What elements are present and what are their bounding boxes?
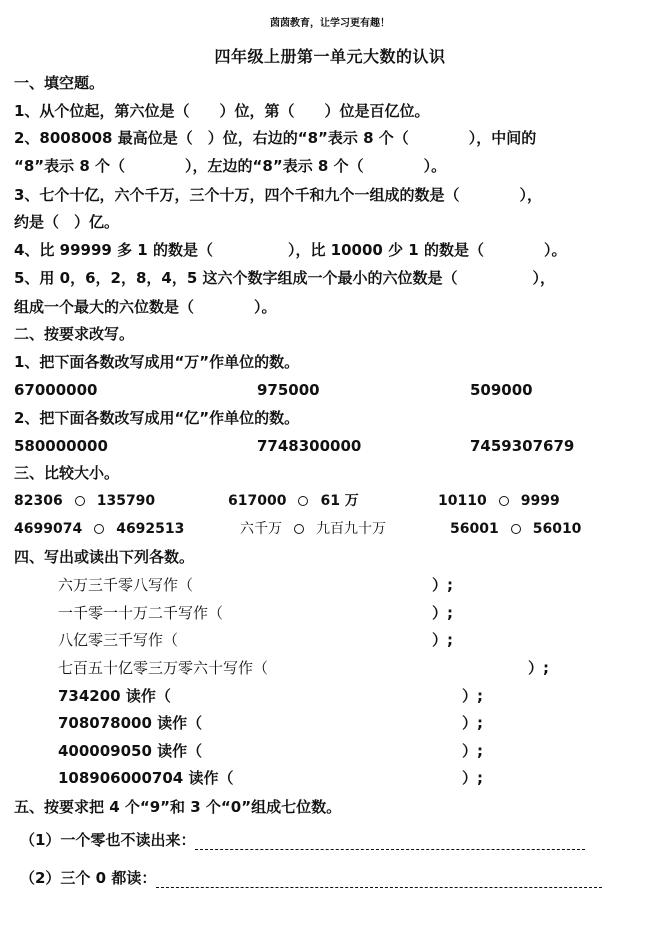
compare-right: 9999	[520, 493, 560, 509]
compose-item-label: （2）三个 0 都读：	[20, 869, 157, 887]
compare-right: 九百九十万	[316, 521, 386, 537]
fill-question-2-cont: “8”表示 8 个（ ），左边的“8”表示 8 个（ ）。	[14, 157, 447, 175]
section-4-heading: 四、写出或读出下列各数。	[14, 548, 195, 566]
rewrite-yi-number: 580000000	[14, 437, 108, 455]
compare-circle-icon[interactable]	[499, 496, 509, 506]
rewrite-yi-instruction: 2、把下面各数改写成用“亿”作单位的数。	[14, 409, 300, 427]
write-read-item-q: 六万三千零八写作（	[58, 576, 194, 594]
rewrite-wan-number: 67000000	[14, 381, 98, 399]
fill-question-1: 1、从个位起，第六位是（ ）位，第（ ）位是百亿位。	[14, 102, 430, 120]
section-2-heading: 二、按要求改写。	[14, 325, 135, 343]
compose-item-label: （1）一个零也不读出来：	[20, 831, 196, 849]
compare-circle-icon[interactable]	[94, 524, 104, 534]
write-read-item-end: ）;	[462, 769, 483, 787]
fill-question-3-cont: 约是（ ）亿。	[14, 213, 120, 231]
page-header: 茵茵教育，让学习更有趣！	[270, 18, 390, 29]
write-read-item-q: 708078000 读作（	[58, 714, 203, 732]
fill-question-4: 4、比 99999 多 1 的数是（ ），比 10000 少 1 的数是（ ）。	[14, 241, 567, 259]
compare-pair	[14, 519, 184, 539]
fill-question-2: 2、8008008 最高位是（ ）位，右边的“8”表示 8 个（ ），中间的	[14, 129, 537, 147]
compare-pair	[438, 491, 560, 511]
write-read-item-q: 400009050 读作（	[58, 742, 203, 760]
compare-right: 4692513	[116, 521, 185, 537]
compare-left: 617000	[228, 493, 287, 509]
compare-pair	[228, 491, 359, 511]
write-read-item-q: 七百五十亿零三万零六十写作（	[58, 659, 269, 677]
compare-left: 82306	[14, 493, 63, 509]
write-read-item-end: ）;	[528, 659, 549, 677]
write-read-item-end: ）;	[432, 604, 453, 622]
section-3-heading: 三、比较大小。	[14, 464, 120, 482]
rewrite-wan-number: 975000	[257, 381, 320, 399]
rewrite-yi-number: 7459307679	[470, 437, 575, 455]
write-read-item-end: ）;	[432, 631, 453, 649]
write-read-item-q: 734200 读作（	[58, 687, 171, 705]
write-read-item-q: 108906000704 读作（	[58, 769, 234, 787]
rewrite-yi-number: 7748300000	[257, 437, 362, 455]
write-read-item-end: ）;	[462, 714, 483, 732]
compare-right: 135790	[96, 493, 156, 509]
compare-pair	[450, 519, 581, 539]
answer-line[interactable]	[156, 873, 602, 888]
compare-circle-icon[interactable]	[294, 524, 304, 534]
compare-right: 56010	[532, 521, 582, 537]
compare-circle-icon[interactable]	[75, 496, 85, 506]
compare-circle-icon[interactable]	[298, 496, 308, 506]
page-title: 四年级上册第一单元大数的认识	[214, 47, 446, 66]
write-read-item-end: ）;	[462, 742, 483, 760]
compare-left: 56001	[450, 521, 499, 537]
compose-item	[20, 830, 585, 850]
section-1-heading: 一、填空题。	[14, 74, 105, 92]
compare-left: 4699074	[14, 521, 83, 537]
write-read-item-end: ）;	[462, 687, 483, 705]
compare-right: 61 万	[320, 493, 359, 509]
answer-line[interactable]	[195, 835, 585, 850]
compare-pair	[14, 491, 155, 511]
compose-item	[20, 868, 602, 888]
rewrite-wan-number: 509000	[470, 381, 533, 399]
compare-circle-icon[interactable]	[511, 524, 521, 534]
fill-question-3: 3、七个十亿，六个千万，三个十万，四个千和九个一组成的数是（ ），	[14, 186, 542, 204]
compare-left: 六千万	[240, 521, 282, 537]
rewrite-wan-instruction: 1、把下面各数改写成用“万”作单位的数。	[14, 353, 300, 371]
compare-left: 10110	[438, 493, 487, 509]
write-read-item-end: ）;	[432, 576, 453, 594]
compare-pair	[240, 519, 386, 539]
write-read-item-q: 八亿零三千写作（	[58, 631, 179, 649]
fill-question-5-cont: 组成一个最大的六位数是（ ）。	[14, 298, 277, 316]
fill-question-5: 5、用 0，6，2，8，4，5 这六个数字组成一个最小的六位数是（ ），	[14, 269, 556, 287]
write-read-item-q: 一千零一十万二千写作（	[58, 604, 224, 622]
section-5-heading: 五、按要求把 4 个“9”和 3 个“0”组成七位数。	[14, 798, 342, 816]
